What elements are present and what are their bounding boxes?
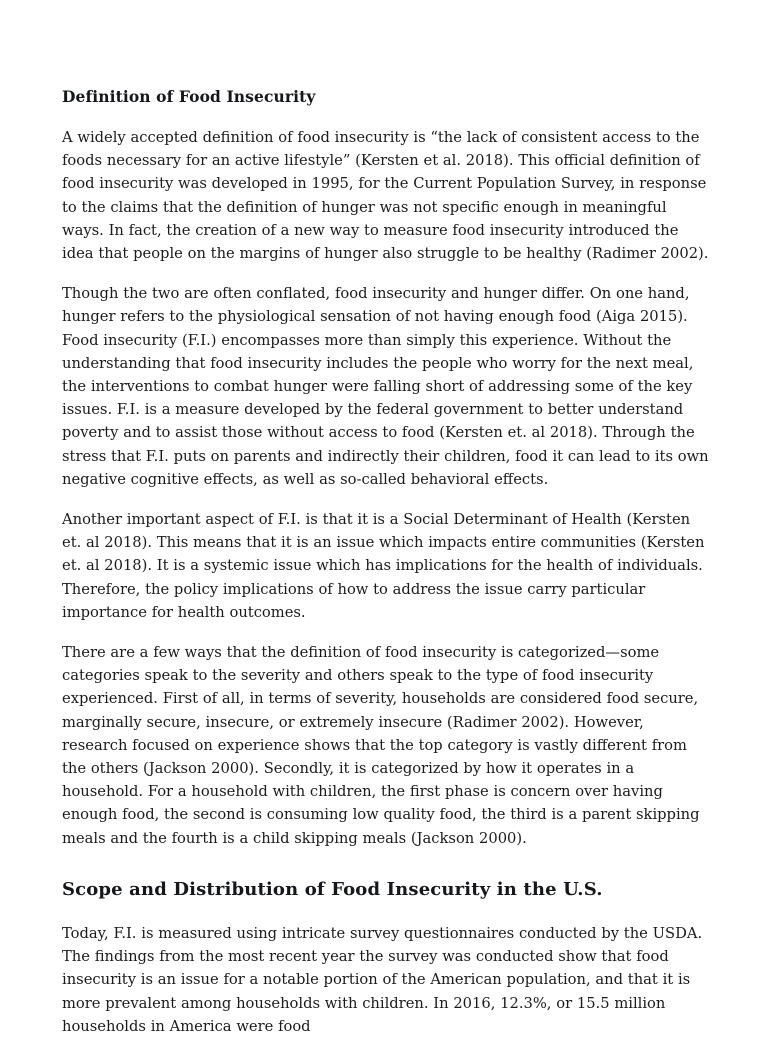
paragraph-2: Though the two are often conflated, food insecurity and hunger differ. On one hand, hunger refers to the physiological sensation of not having enough food (Aiga 2015). Food insecurity (F.I.) encompasses more than simply this experience. Without the understanding that food insecurity includes the people who worry for the next meal, the interventions to combat hunger were falling short of addressing some of the key issues. F.I. is a measure developed by the federal government to better understand poverty and to assist those without access to food (Kersten et. al 2018). Through the stress that F.I. puts on parents and indirectly their children, food it can lead to its own negative cognitive effects, as well as so-called behavioral effects. [62, 285, 709, 488]
paragraph-1: A widely accepted definition of food insecurity is “the lack of consistent access to the foods necessary for an active lifestyle” (Kersten et al. 2018). This official definition of food insecurity was developed in 1995, for the Current Population Survey, in response to the claims that the definition of hunger was not specific enough in meaningful ways. In fact, the creation of a new way to measure food insecurity introduced the idea that people on the margins of hunger also struggle to be healthy (Radimer 2002). [62, 129, 709, 263]
document-body [62, 86, 712, 1038]
paragraph-4: There are a few ways that the definition of food insecurity is categorized—some categories speak to the severity and others speak to the type of food insecurity experienced. First of all, in terms of severity, households are considered food secure, marginally secure, insecure, or extremely insecure (Radimer 2002). However, research focused on experience shows that the top category is vastly different from the others (Jackson 2000). Secondly, it is categorized by how it operates in a household. For a household with children, the first phase is concern over having enough food, the second is consuming low quality food, the third is a parent skipping meals and the fourth is a child skipping meals (Jackson 2000). [62, 644, 700, 847]
section-heading-definition-of-food-insecurity: Definition of Food Insecurity [62, 87, 316, 106]
section-heading-scope-and-distribution: Scope and Distribution of Food Insecurity in the U.S. [62, 878, 603, 900]
paragraph-5: Today, F.I. is measured using intricate survey questionnaires conducted by the USDA. The findings from the most recent year the survey was conducted show that food insecurity is an issue for a notable portion of the American population, and that it is more prevalent among households with children. In 2016, 12.3%, or 15.5 million households in America were food [62, 924, 703, 1035]
paragraph-3: Another important aspect of F.I. is that it is a Social Determinant of Health (Kersten et. al 2018). This means that it is an issue which impacts entire communities (Kersten et. al 2018). It is a systemic issue which has implications for the health of individuals. Therefore, the policy implications of how to address the issue carry particular importance for health outcomes. [62, 511, 705, 621]
